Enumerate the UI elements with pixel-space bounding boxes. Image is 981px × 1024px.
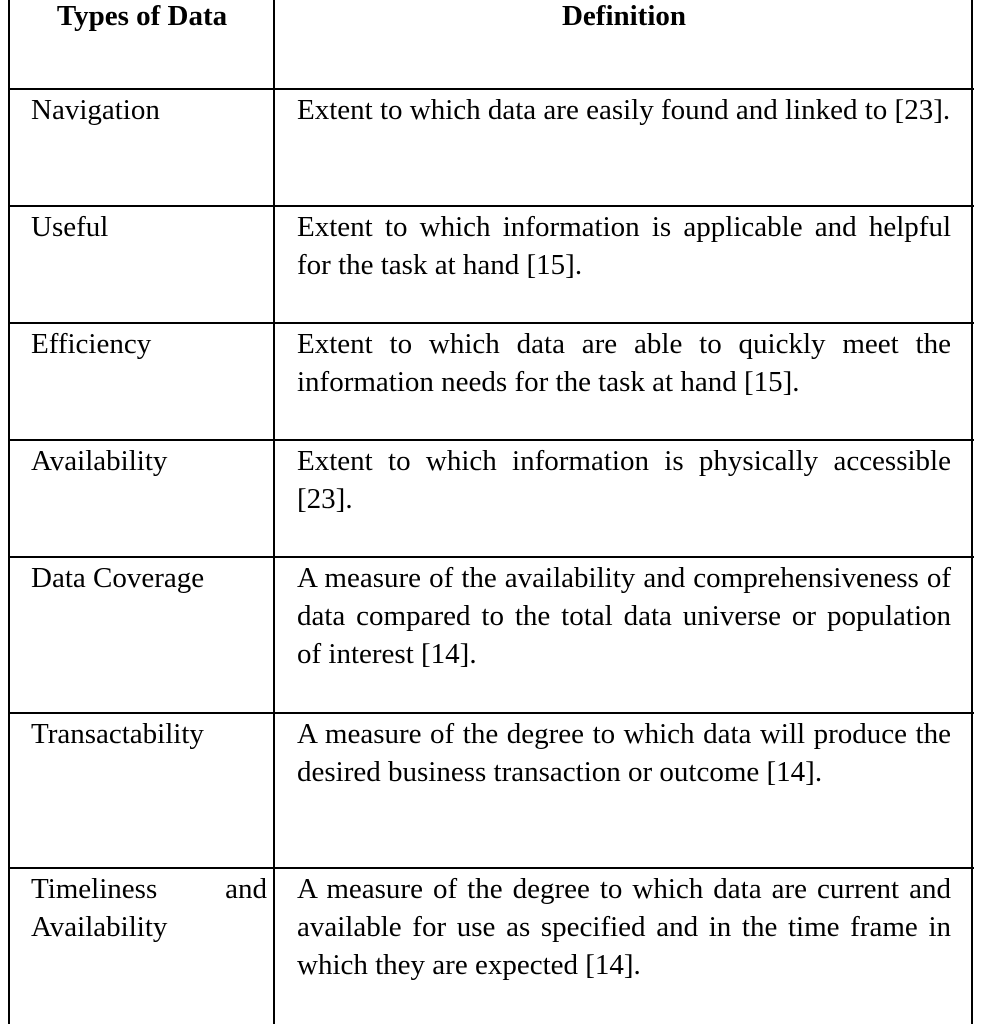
- table-row-type: Transactability: [31, 718, 204, 750]
- table-row-definition: Extent to which information is applicable and helpful for the task at hand [15].: [297, 211, 951, 281]
- row-divider: [8, 88, 974, 90]
- table-row-type: Data Coverage: [31, 562, 205, 594]
- table-row-type: Availability: [31, 445, 168, 477]
- table-row-definition: A measure of the degree to which data will produce the desired business transaction or outcome [14].: [297, 718, 951, 788]
- header-types-of-data: Types of Data: [56, 0, 228, 32]
- table-row-definition: Extent to which data are easily found and linked to [23].: [297, 94, 951, 126]
- row-divider: [8, 712, 974, 714]
- row-divider: [8, 439, 974, 441]
- table-row-definition: Extent to which information is physically accessible [23].: [297, 445, 951, 515]
- row-divider: [8, 205, 974, 207]
- table-row-definition: Extent to which data are able to quickly meet the information needs for the task at hand [15].: [297, 328, 951, 398]
- row-divider: [8, 867, 974, 869]
- row-divider: [8, 322, 974, 324]
- table-row-type: Navigation: [31, 94, 160, 126]
- table-row-definition: A measure of the availability and comprehensiveness of data compared to the total data universe or population of interest [14].: [297, 562, 951, 670]
- table-row-type: Useful: [31, 211, 109, 243]
- table-border-right: [971, 0, 973, 1024]
- table-row-definition: A measure of the degree to which data are current and available for use as specified and in the time frame in which they are expected [14].: [297, 873, 951, 981]
- header-definition: Definition: [561, 0, 687, 32]
- row-divider: [8, 556, 974, 558]
- column-divider: [273, 0, 275, 1024]
- table-row-type: Efficiency: [31, 328, 152, 360]
- table-border-left: [8, 0, 10, 1024]
- table-row-type: Timeliness and Availability: [31, 873, 267, 943]
